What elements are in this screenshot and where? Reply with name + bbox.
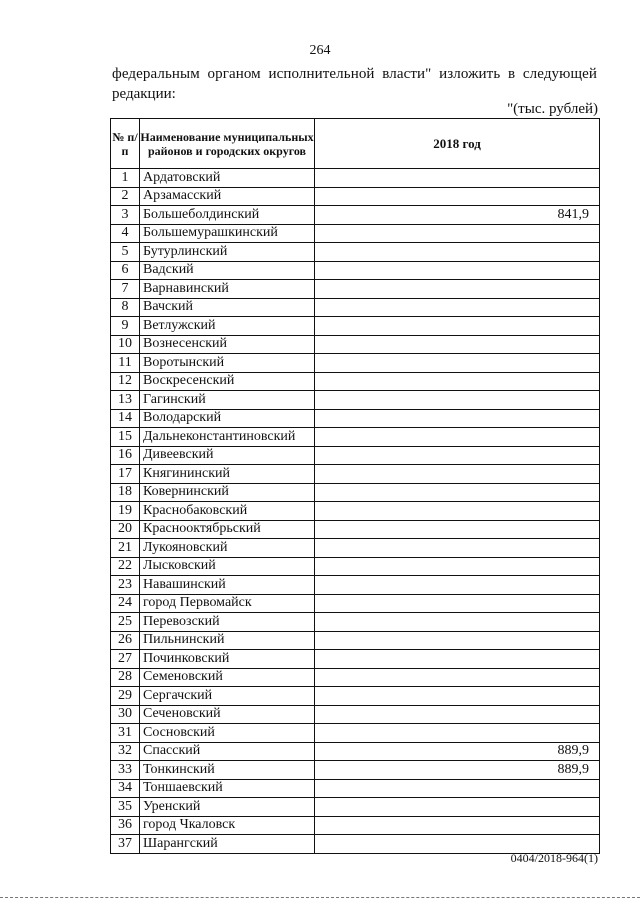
table-row [111,391,600,410]
table-row [111,298,600,317]
row-municipality: Навашинский [140,576,315,595]
row-value [315,502,600,521]
row-municipality: Володарский [140,409,315,428]
row-number: 25 [111,613,140,632]
row-number: 26 [111,631,140,650]
table-row [111,705,600,724]
row-municipality: Вачский [140,298,315,317]
row-number: 7 [111,280,140,299]
row-municipality: Ковернинский [140,483,315,502]
row-number: 13 [111,391,140,410]
table-row [111,317,600,336]
row-value [315,687,600,706]
row-value [315,317,600,336]
row-value [315,705,600,724]
table-row [111,724,600,743]
table-row [111,668,600,687]
row-municipality: Гагинский [140,391,315,410]
unit-label: "(тыс. рублей) [507,101,598,117]
intro-line-2: редакции: [112,86,176,102]
row-municipality: Семеновский [140,668,315,687]
row-value [315,724,600,743]
row-municipality: Сергачский [140,687,315,706]
row-number: 23 [111,576,140,595]
row-number: 30 [111,705,140,724]
row-value [315,613,600,632]
table-row [111,594,600,613]
table-row [111,224,600,243]
table-row [111,187,600,206]
row-value [315,576,600,595]
table-row [111,446,600,465]
row-number: 5 [111,243,140,262]
subsidy-table [110,118,600,854]
row-municipality: Сосновский [140,724,315,743]
table-row [111,372,600,391]
row-number: 37 [111,835,140,854]
row-value [315,594,600,613]
row-value [315,798,600,817]
row-municipality: Княгининский [140,465,315,484]
row-municipality: Лукояновский [140,539,315,558]
row-number: 1 [111,169,140,188]
row-municipality: Большеболдинский [140,206,315,225]
row-number: 19 [111,502,140,521]
row-municipality: Тоншаевский [140,779,315,798]
table-body [111,169,600,854]
row-value [315,391,600,410]
table-row [111,650,600,669]
row-value [315,280,600,299]
table-row [111,761,600,780]
row-number: 29 [111,687,140,706]
row-value [315,187,600,206]
row-number: 28 [111,668,140,687]
table-row [111,742,600,761]
row-number: 9 [111,317,140,336]
row-municipality: Краснобаковский [140,502,315,521]
table-row [111,409,600,428]
row-number: 31 [111,724,140,743]
table-row [111,428,600,447]
row-value [315,298,600,317]
row-number: 20 [111,520,140,539]
row-number: 10 [111,335,140,354]
row-number: 8 [111,298,140,317]
intro-line-1: федеральным органом исполнительной власти" изложить в следующей [112,66,597,82]
row-number: 27 [111,650,140,669]
row-value [315,169,600,188]
row-number: 17 [111,465,140,484]
row-value: 889,9 [315,742,600,761]
table-row [111,465,600,484]
row-number: 33 [111,761,140,780]
table-row [111,280,600,299]
row-municipality: Воротынский [140,354,315,373]
table-row [111,779,600,798]
row-municipality: Починковский [140,650,315,669]
table-row [111,335,600,354]
row-value [315,483,600,502]
row-number: 34 [111,779,140,798]
row-municipality: Воскресенский [140,372,315,391]
table-row [111,557,600,576]
row-municipality: город Чкаловск [140,816,315,835]
intro-text [112,64,597,104]
table-row [111,354,600,373]
row-value [315,779,600,798]
row-value [315,539,600,558]
row-number: 15 [111,428,140,447]
row-value [315,668,600,687]
row-number: 12 [111,372,140,391]
row-value: 841,9 [315,206,600,225]
table-row [111,483,600,502]
table-row [111,631,600,650]
table-row [111,576,600,595]
row-value [315,557,600,576]
table-row [111,613,600,632]
table-row [111,261,600,280]
row-municipality: Бутурлинский [140,243,315,262]
row-number: 6 [111,261,140,280]
row-municipality: Сеченовский [140,705,315,724]
row-value [315,409,600,428]
row-number: 24 [111,594,140,613]
row-value [315,816,600,835]
row-value [315,224,600,243]
row-municipality: Вадский [140,261,315,280]
row-number: 3 [111,206,140,225]
row-number: 2 [111,187,140,206]
row-municipality: город Первомайск [140,594,315,613]
row-number: 4 [111,224,140,243]
row-value [315,335,600,354]
row-municipality: Ветлужский [140,317,315,336]
table-row [111,169,600,188]
row-municipality: Пильнинский [140,631,315,650]
row-value [315,428,600,447]
row-number: 16 [111,446,140,465]
row-value [315,465,600,484]
row-municipality: Варнавинский [140,280,315,299]
row-value [315,650,600,669]
row-number: 21 [111,539,140,558]
row-number: 22 [111,557,140,576]
row-municipality: Большемурашкинский [140,224,315,243]
row-value [315,261,600,280]
table-row [111,206,600,225]
row-municipality: Арзамасский [140,187,315,206]
row-municipality: Ардатовский [140,169,315,188]
document-code: 0404/2018-964(1) [510,851,598,865]
header-municipality: Наименование муниципальных районов и городских округов [140,119,315,169]
row-municipality: Вознесенский [140,335,315,354]
header-year: 2018 год [315,119,600,169]
table-row [111,798,600,817]
row-number: 32 [111,742,140,761]
row-municipality: Уренский [140,798,315,817]
row-number: 11 [111,354,140,373]
row-municipality: Краснооктябрьский [140,520,315,539]
header-number: № п/п [111,119,140,169]
row-municipality: Перевозский [140,613,315,632]
row-value: 889,9 [315,761,600,780]
row-number: 18 [111,483,140,502]
row-municipality: Шарангский [140,835,315,854]
table-row [111,502,600,521]
row-municipality: Дальнеконстантиновский [140,428,315,447]
row-municipality: Тонкинский [140,761,315,780]
row-number: 36 [111,816,140,835]
table-row [111,687,600,706]
row-value [315,372,600,391]
row-value [315,243,600,262]
row-municipality: Дивеевский [140,446,315,465]
row-value [315,354,600,373]
row-value [315,631,600,650]
page-bottom-divider [0,897,640,898]
page-number: 264 [309,43,331,58]
row-municipality: Спасский [140,742,315,761]
row-number: 14 [111,409,140,428]
row-number: 35 [111,798,140,817]
table-row [111,243,600,262]
table-row [111,539,600,558]
row-value [315,520,600,539]
row-value [315,446,600,465]
table-row [111,816,600,835]
table-row [111,520,600,539]
row-municipality: Лысковский [140,557,315,576]
table-header-row [111,119,600,169]
